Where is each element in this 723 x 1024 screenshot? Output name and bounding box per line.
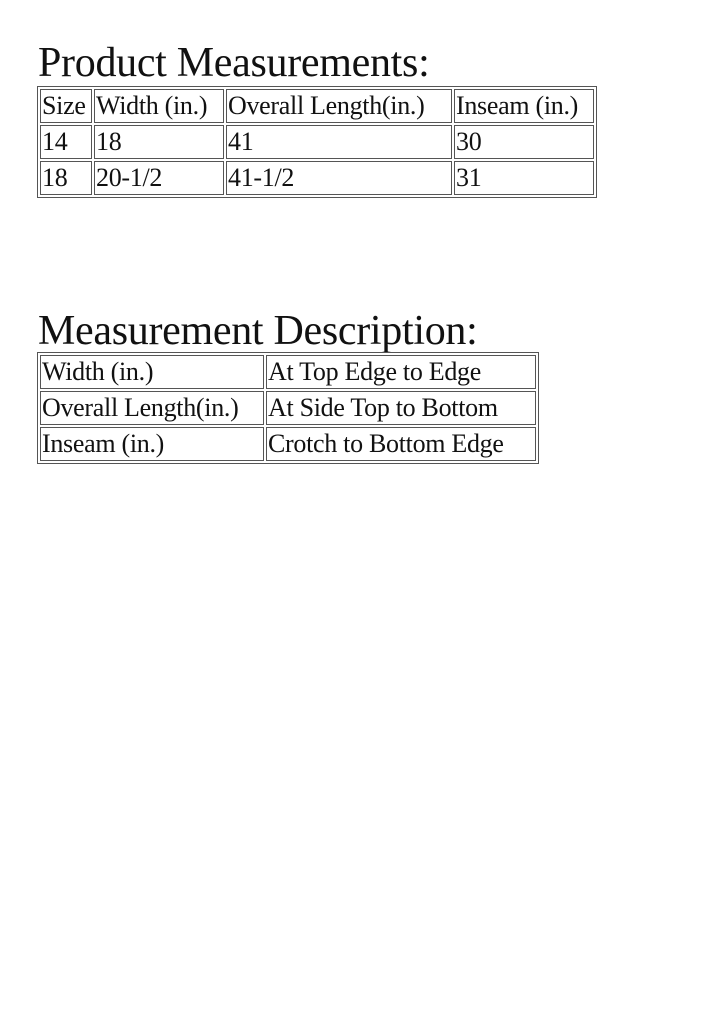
table-row — [40, 391, 536, 425]
inseam-cell: 30 — [454, 125, 594, 159]
table-row — [40, 355, 536, 389]
overall-length-cell: 41 — [226, 125, 452, 159]
width-cell: 20-1/2 — [94, 161, 224, 195]
measurement-method-cell: At Side Top to Bottom — [266, 391, 536, 425]
overall-length-cell: 41-1/2 — [226, 161, 452, 195]
width-cell: 18 — [94, 125, 224, 159]
measurement-name-cell: Overall Length(in.) — [40, 391, 264, 425]
table-row — [40, 161, 594, 195]
measurement-description-title: Measurement Description: — [38, 308, 478, 354]
size-cell: 14 — [40, 125, 92, 159]
table-row — [40, 125, 594, 159]
table-row — [40, 427, 536, 461]
table-header-row — [40, 89, 594, 123]
product-measurements-table — [37, 86, 597, 198]
measurement-name-cell: Inseam (in.) — [40, 427, 264, 461]
measurement-method-cell: At Top Edge to Edge — [266, 355, 536, 389]
product-measurements-title: Product Measurements: — [38, 40, 430, 86]
column-header-size: Size — [40, 89, 92, 123]
column-header-overall-length: Overall Length(in.) — [226, 89, 452, 123]
column-header-inseam: Inseam (in.) — [454, 89, 594, 123]
measurement-description-table — [37, 352, 539, 464]
measurement-name-cell: Width (in.) — [40, 355, 264, 389]
measurement-method-cell: Crotch to Bottom Edge — [266, 427, 536, 461]
inseam-cell: 31 — [454, 161, 594, 195]
column-header-width: Width (in.) — [94, 89, 224, 123]
size-cell: 18 — [40, 161, 92, 195]
